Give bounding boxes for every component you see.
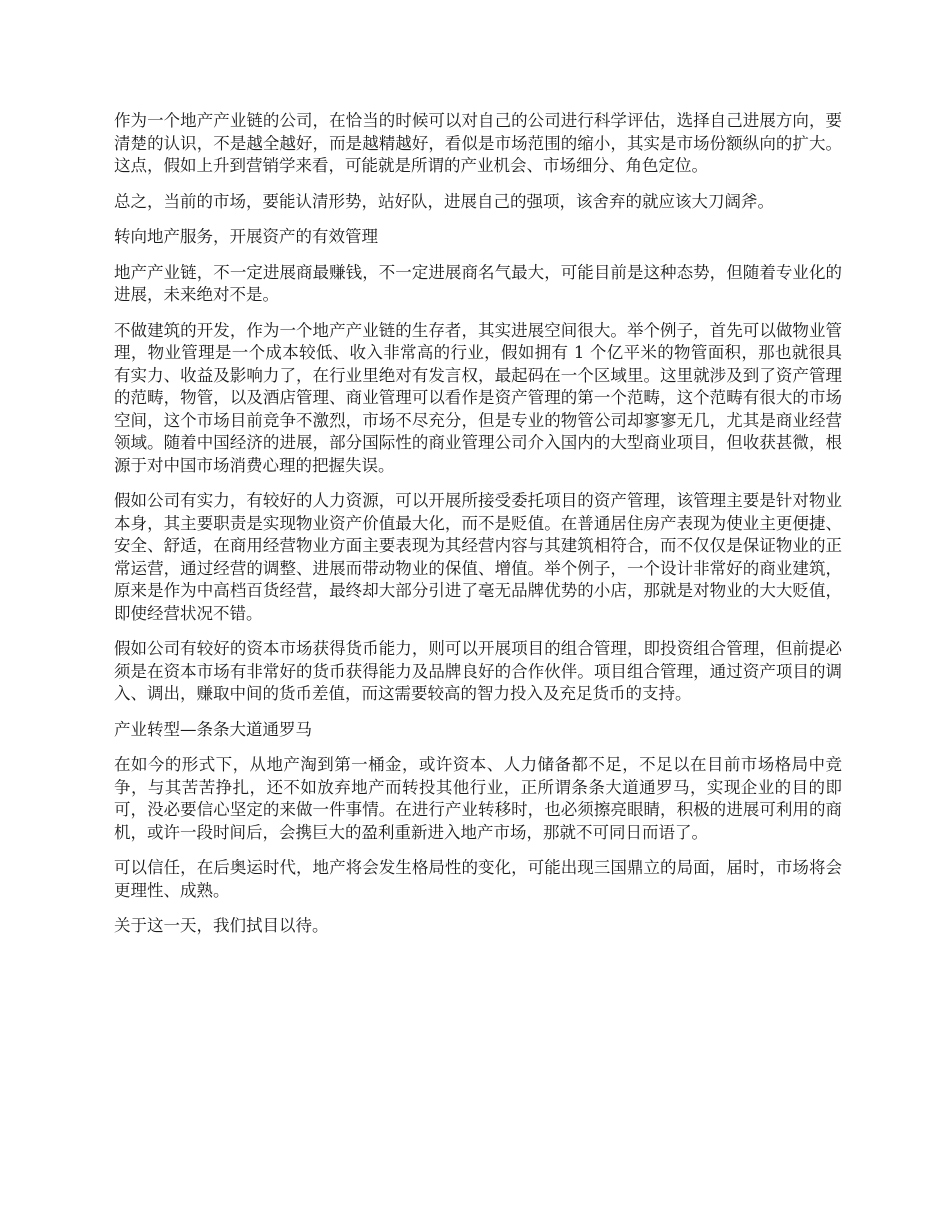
paragraph-closing: 关于这一天，我们拭目以待。	[114, 916, 329, 935]
section-heading-property-services: 转向地产服务，开展资产的有效管理	[114, 227, 378, 246]
paragraph-post-olympics: 可以信任，在后奥运时代，地产将会发生格局性的变化，可能出现三国鼎立的局面，届时，市场将会更理性、成熟。	[114, 858, 842, 900]
document-body	[114, 110, 842, 951]
paragraph-intro: 作为一个地产产业链的公司，在恰当的时候可以对自己的公司进行科学评估，选择自己进展方向，要清楚的认识，不是越全越好，而是越精越好，看似是市场范围的缩小，其实是市场份额纵向的扩大。这点，假如上升到营销学来看，可能就是所谓的产业机会、市场细分、角色定位。	[114, 111, 842, 175]
section-heading-transformation: 产业转型—条条大道通罗马	[114, 719, 312, 739]
paragraph-industry-transfer: 在如今的形式下，从地产淘到第一桶金，或许资本、人力储备都不足，不足以在目前市场格局中竞争，与其苦苦挣扎，还不如放弃地产而转投其他行业，正所谓条条大道通罗马，实现企业的目的即可，没必要信心坚定的来做一件事情。在进行产业转移时，也必须擦亮眼睛，积极的进展可利用的商机，或许一段时间后，会携巨大的盈利重新进入地产市场，那就不可同日而语了。	[114, 755, 842, 842]
paragraph-asset-management: 假如公司有实力，有较好的人力资源，可以开展所接受委托项目的资产管理，该管理主要是针对物业本身，其主要职责是实现物业资产价值最大化，而不是贬值。在普通居住房产表现为使业主更便捷、安全、舒适，在商用经营物业方面主要表现为其经营内容与其建筑相符合，而不仅仅是保证物业的正常运营，通过经营的调整、进展而带动物业的保值、增值。举个例子，一个设计非常好的商业建筑，原来是作为中高档百货经营，最终却大部分引进了毫无品牌优势的小店，那就是对物业的大大贬值，即使经营状况不错。	[114, 491, 842, 623]
paragraph-summary: 总之，当前的市场，要能认清形势，站好队，进展自己的强项，该舍弃的就应该大刀阔斧。	[114, 191, 774, 211]
paragraph-property-management: 不做建筑的开发，作为一个地产产业链的生存者，其实进展空间很大。举个例子，首先可以做物业管理，物业管理是一个成本较低、收入非常高的行业，假如拥有 1 个亿平米的物管面积，那也就很具有实力、收益及影响力了，在行业里绝对有发言权，最起码在一个区域里。这里就涉及到了资产管理的范畴，物管，以及酒店管理、商业管理可以看作是资产管理的第一个范畴，这个范畴有很大的市场空间，这个市场目前竞争不激烈，市场不尽充分，但是专业的物管公司却寥寥无几，尤其是商业经营领域。随着中国经济的进展，部分国际性的商业管理公司介入国内的大型商业项目，但收获甚微，根源于对中国市场消费心理的把握失误。	[114, 320, 842, 475]
paragraph-industry-chain: 地产产业链，不一定进展商最赚钱，不一定进展商名气最大，可能目前是这种态势，但随着专业化的进展，未来绝对不是。	[114, 262, 842, 304]
paragraph-portfolio-management: 假如公司有较好的资本市场获得货币能力，则可以开展项目的组合管理，即投资组合管理，但前提必须是在资本市场有非常好的货币获得能力及品牌良好的合作伙伴。项目组合管理，通过资产项目的调入、调出，赚取中间的货币差值，而这需要较高的智力投入及充足货币的支持。	[114, 639, 842, 703]
